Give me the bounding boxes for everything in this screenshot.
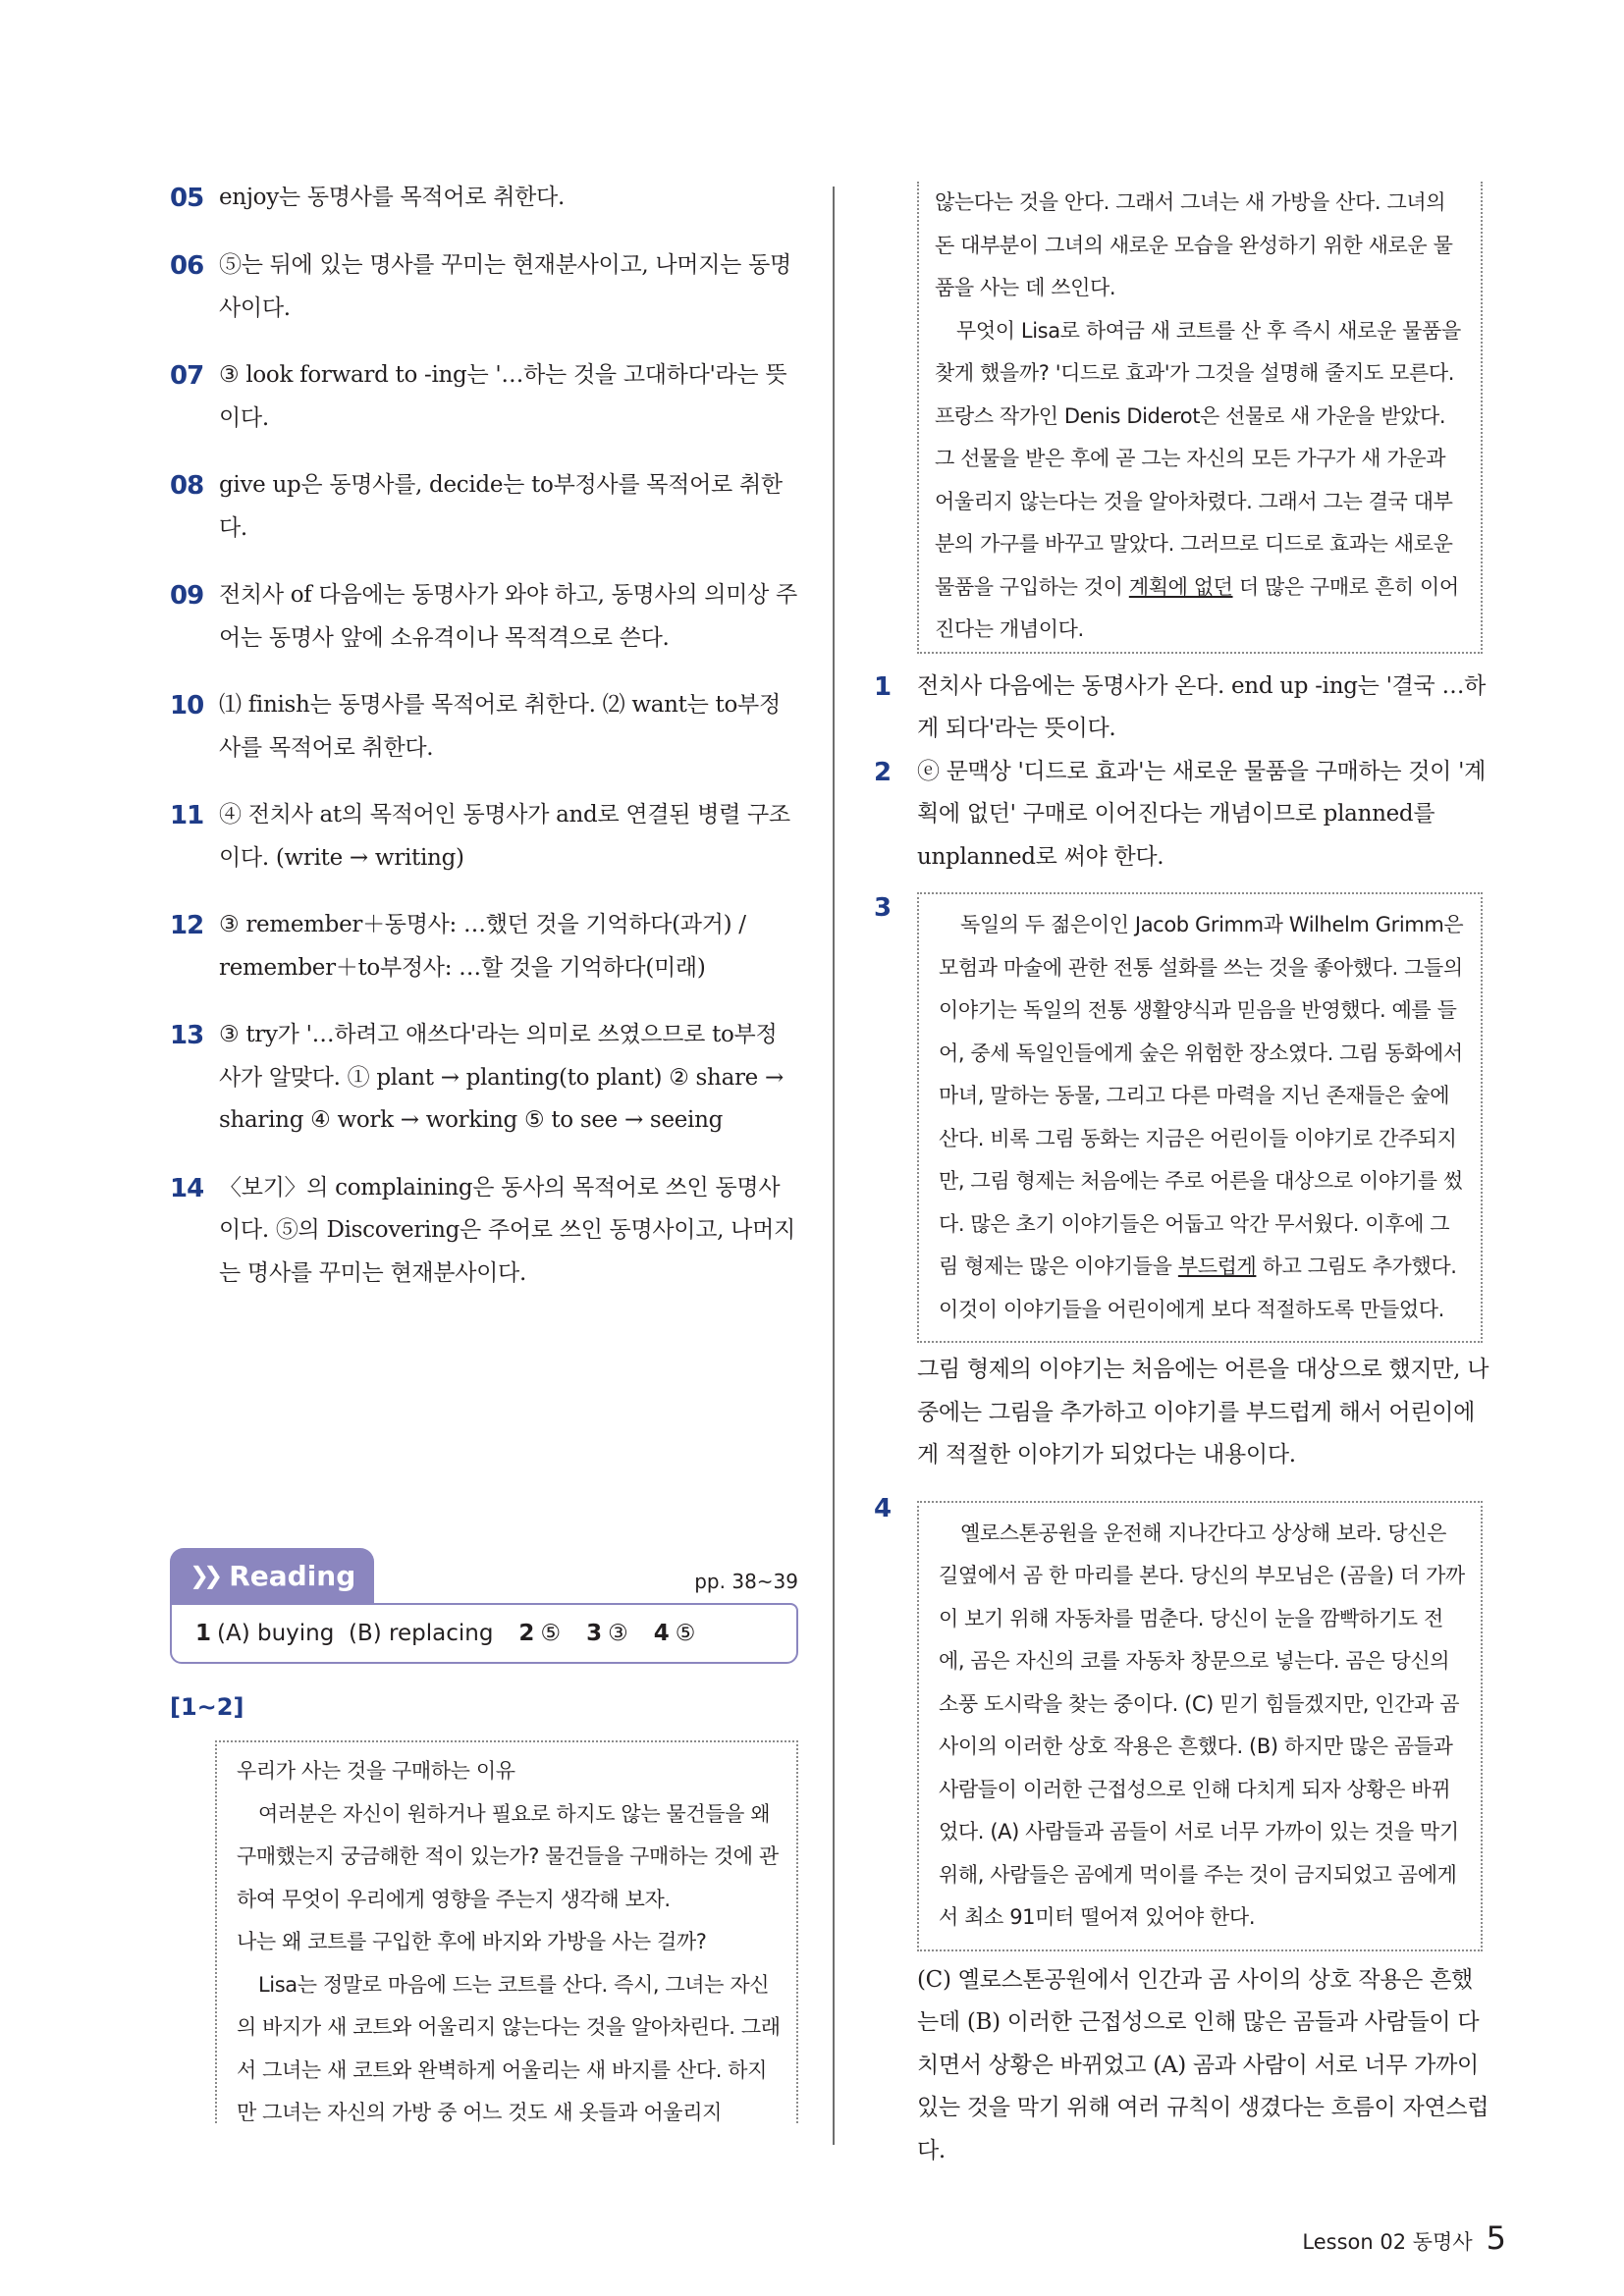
- reading-title: Reading: [229, 1559, 356, 1592]
- item-number: 1: [874, 671, 893, 702]
- answer-value: ⑤: [675, 1621, 696, 1646]
- passage-translation-box: [917, 1501, 1483, 1951]
- answer-item: [170, 1167, 798, 1296]
- answer-value: ⑤: [540, 1621, 562, 1646]
- passage-text: 무엇이 Lisa로 하여금 새 코트를 산 후 즉시 새로운 물품을 찾게 했을까? '디드로 효과'가 그것을 설명해 줄지도 모른다. 프랑스 작가인 Denis Diderot은 선물로 새 가운을 받았다. 그 선물을 받은 후에 곧 그는 자신의 모든 가구가 새 가운과 어울리지 않는다는 것을 알아차렸다. 그래서 그는 결국 대부분의 가구를 바꾸고 말았다. 그러므로 디드로 효과는 새로운 물품을 구입하는 것이: [935, 318, 1461, 599]
- passage-paragraph: [935, 310, 1465, 652]
- explanation-text: (C) 옐로스톤공원에서 인간과 곰 사이의 상호 작용은 흔했는데 (B) 이러한 근접성으로 인해 많은 곰들과 사람들이 다치면서 상황은 바뀌었고 (A) 곰과 사람이 서로 너무 가까이 있는 것을 막기 위해 여러 규칙이 생겼다는 흐름이 자연스럽다.: [917, 1966, 1489, 2163]
- passage-title: 우리가 사는 것을 구매하는 이유: [237, 1759, 515, 1783]
- item-text: 〈보기〉의 complaining은 동사의 목적어로 쓰인 동명사이다. ⑤의 Discovering은 주어로 쓰인 동명사이고, 나머지는 명사를 꾸미는 현재분사이다.: [219, 1174, 795, 1286]
- answer-item: [170, 794, 798, 880]
- passage-subheading: 나는 왜 코트를 구입한 후에 바지와 가방을 사는 걸까?: [237, 1930, 707, 1953]
- item-text: 전치사 of 다음에는 동명사가 와야 하고, 동명사의 의미상 주어는 동명사 앞에 소유격이나 목적격으로 쓴다.: [219, 582, 797, 651]
- answer-item: [170, 244, 798, 330]
- answer-explanation: [874, 751, 1492, 880]
- lesson-label: Lesson 02 동명사: [1302, 2230, 1473, 2254]
- passage-translation-box-continued: [917, 182, 1483, 654]
- passage-paragraph: Lisa는 정말로 마음에 드는 코트를 산다. 즉시, 그녀는 자신의 바지가 새 코트와 어울리지 않는다는 것을 알아차린다. 그래서 그녀는 새 코트와 완벽하게 어울리는 새 바지를 산다. 하지만 그녀는 자신의 가방 중 어느 것도 새 옷들과 어울리지: [237, 1972, 781, 2123]
- answer-item: [170, 1014, 798, 1143]
- answer-explanation: [874, 666, 1492, 751]
- item-text: 전치사 다음에는 동명사가 온다. end up -ing는 '결국 …하게 되다'라는 뜻이다.: [917, 672, 1487, 741]
- reading-pages: pp. 38~39: [694, 1570, 798, 1593]
- item-text: ⓔ 문맥상 '디드로 효과'는 새로운 물품을 구매하는 것이 '계획에 없던' 구매로 이어진다는 개념이므로 planned를 unplanned로 써야 한다.: [917, 758, 1487, 870]
- answer-number: 2: [518, 1621, 535, 1646]
- item-text: ③ remember＋동명사: …했던 것을 기억하다(과거) / remember＋to부정사: …할 것을 기억하다(미래): [219, 912, 746, 981]
- item-number: 06: [170, 251, 204, 281]
- answer-item: [170, 904, 798, 989]
- passage-paragraph: 옐로스톤공원을 운전해 지나간다고 상상해 보라. 당신은 길옆에서 곰 한 마리를 본다. 당신의 부모님은 (곰을) 더 가까이 보기 위해 자동차를 멈춘다. 당신이 눈을 깜빡하기도 전에, 곰은 자신의 코를 자동차 창문으로 넣는다. 곰은 당신의 소풍 도시락을 찾는 중이다. (C) 믿기 힘들겠지만, 인간과 곰 사이의 이러한 상호 작용은 흔했다. (B) 하지만 많은 곰들과 사람들이 이러한 근접성으로 인해 다치게 되자 상황은 바뀌었다. (A) 사람들과 곰들이 서로 너무 가까이 있는 것을 막기 위해, 사람들은 곰에게 먹이를 주는 것이 금지되었고 곰에게서 최소 91미터 떨어져 있어야 한다.: [939, 1521, 1465, 1929]
- answer-number: 3: [586, 1621, 603, 1646]
- item-number: 4: [874, 1493, 893, 1523]
- item-text: enjoy는 동명사를 목적어로 취한다.: [219, 185, 565, 210]
- item-number: 14: [170, 1173, 204, 1203]
- item-number: 13: [170, 1021, 204, 1050]
- answer-number: 4: [653, 1621, 670, 1646]
- question-group-label: [1~2]: [170, 1693, 244, 1721]
- item-number: 10: [170, 691, 204, 721]
- item-number: 12: [170, 911, 204, 940]
- reading-answer-box: [170, 1548, 798, 1664]
- answer-item: [170, 684, 798, 770]
- item-text: ⑤는 뒤에 있는 명사를 꾸미는 현재분사이고, 나머지는 동명사이다.: [219, 252, 791, 321]
- column-divider: [833, 187, 835, 2145]
- answer-value: ③: [608, 1621, 628, 1646]
- item-number: 09: [170, 581, 204, 611]
- explanation-text: 그림 형제의 이야기는 처음에는 어른을 대상으로 했지만, 나중에는 그림을 추가하고 이야기를 부드럽게 해서 어린이에게 적절한 이야기가 되었다는 내용이다.: [917, 1357, 1489, 1468]
- answer-number: 1: [195, 1621, 212, 1646]
- passage-translation-box: [917, 892, 1483, 1343]
- item-number: 3: [874, 893, 893, 923]
- passage-text: 독일의 두 젊은이인 Jacob Grimm과 Wilhelm Grimm은 모험과 마술에 관한 전통 설화를 쓰는 것을 좋아했다. 그들의 이야기는 독일의 전통 생활양식과 믿음을 반영했다. 예를 들어, 중세 독일인들에게 숲은 위험한 장소였다. 그림 동화에서 마녀, 말하는 동물, 그리고 다른 마력을 지닌 존재들은 숲에 산다. 비록 그림 동화는 지금은 어린이들 이야기로 간주되지만, 그림 형제는 처음에는 주로 어른을 대상으로 이야기를 썼다. 많은 초기 이야기들은 어둡고 악간 무서웠다. 이후에 그림 형제는 많은 이야기들을: [939, 913, 1464, 1278]
- item-text: ③ look forward to -ing는 '…하는 것을 고대하다'라는 뜻이다.: [219, 362, 787, 431]
- passage-text: 하고 그림도 추가했다. 이것이 이야기들을 어린이에게 보다 적절하도록 만들었다.: [939, 1255, 1457, 1321]
- item-text: ④ 전치사 at의 목적어인 동명사가 and로 연결된 병렬 구조이다. (write → writing): [219, 802, 790, 871]
- answer-item: [170, 464, 798, 550]
- item-number: 05: [170, 184, 204, 213]
- answer-item: [170, 177, 798, 220]
- item-text: ⑴ finish는 동명사를 목적어로 취한다. ⑵ want는 to부정사를 목적어로 취한다.: [219, 692, 781, 761]
- item-number: 2: [874, 757, 893, 787]
- double-chevron-icon: ❯❯: [189, 1562, 218, 1589]
- page-number: 5: [1486, 2219, 1506, 2257]
- reading-answers: [170, 1603, 798, 1664]
- left-column: [170, 177, 798, 2123]
- underlined-text: 계획에 없던: [1128, 574, 1233, 599]
- reading-tab: [170, 1548, 374, 1603]
- answer-item: [170, 574, 798, 660]
- item-text: give up은 동명사를, decide는 to부정사를 목적어로 취한다.: [219, 472, 783, 541]
- passage-paragraph: 여러분은 자신이 원하거나 필요로 하지도 않는 물건들을 왜 구매했는지 궁금해한 적이 있는가? 물건들을 구매하는 것에 관하여 무엇이 우리에게 영향을 주는지 생각해 보자.: [237, 1801, 779, 1911]
- item-number: 07: [170, 361, 204, 391]
- passage-paragraph: [939, 904, 1465, 1331]
- item-number: 11: [170, 801, 204, 830]
- right-column: [874, 182, 1492, 2172]
- answer-value: (A) buying (B) replacing: [217, 1621, 494, 1646]
- item-text: ③ try가 '…하려고 애쓰다'라는 의미로 쓰였으므로 to부정사가 알맞다. ① plant → planting(to plant) ② share → sharing ④ work → working ⑤ to see → seeing: [219, 1022, 784, 1133]
- item-number: 08: [170, 471, 204, 501]
- passage-text: 더 많은 구매로 흔히 이어진다는 개념이다.: [935, 574, 1459, 641]
- answer-item: [170, 354, 798, 440]
- underlined-text: 부드럽게: [1177, 1255, 1257, 1278]
- page-footer: [1302, 2219, 1506, 2257]
- passage-translation-box: [215, 1740, 798, 2123]
- passage-paragraph: 않는다는 것을 안다. 그래서 그녀는 새 가방을 산다. 그녀의 돈 대부분이 그녀의 새로운 모습을 완성하기 위한 새로운 물품을 사는 데 쓰인다.: [935, 190, 1453, 299]
